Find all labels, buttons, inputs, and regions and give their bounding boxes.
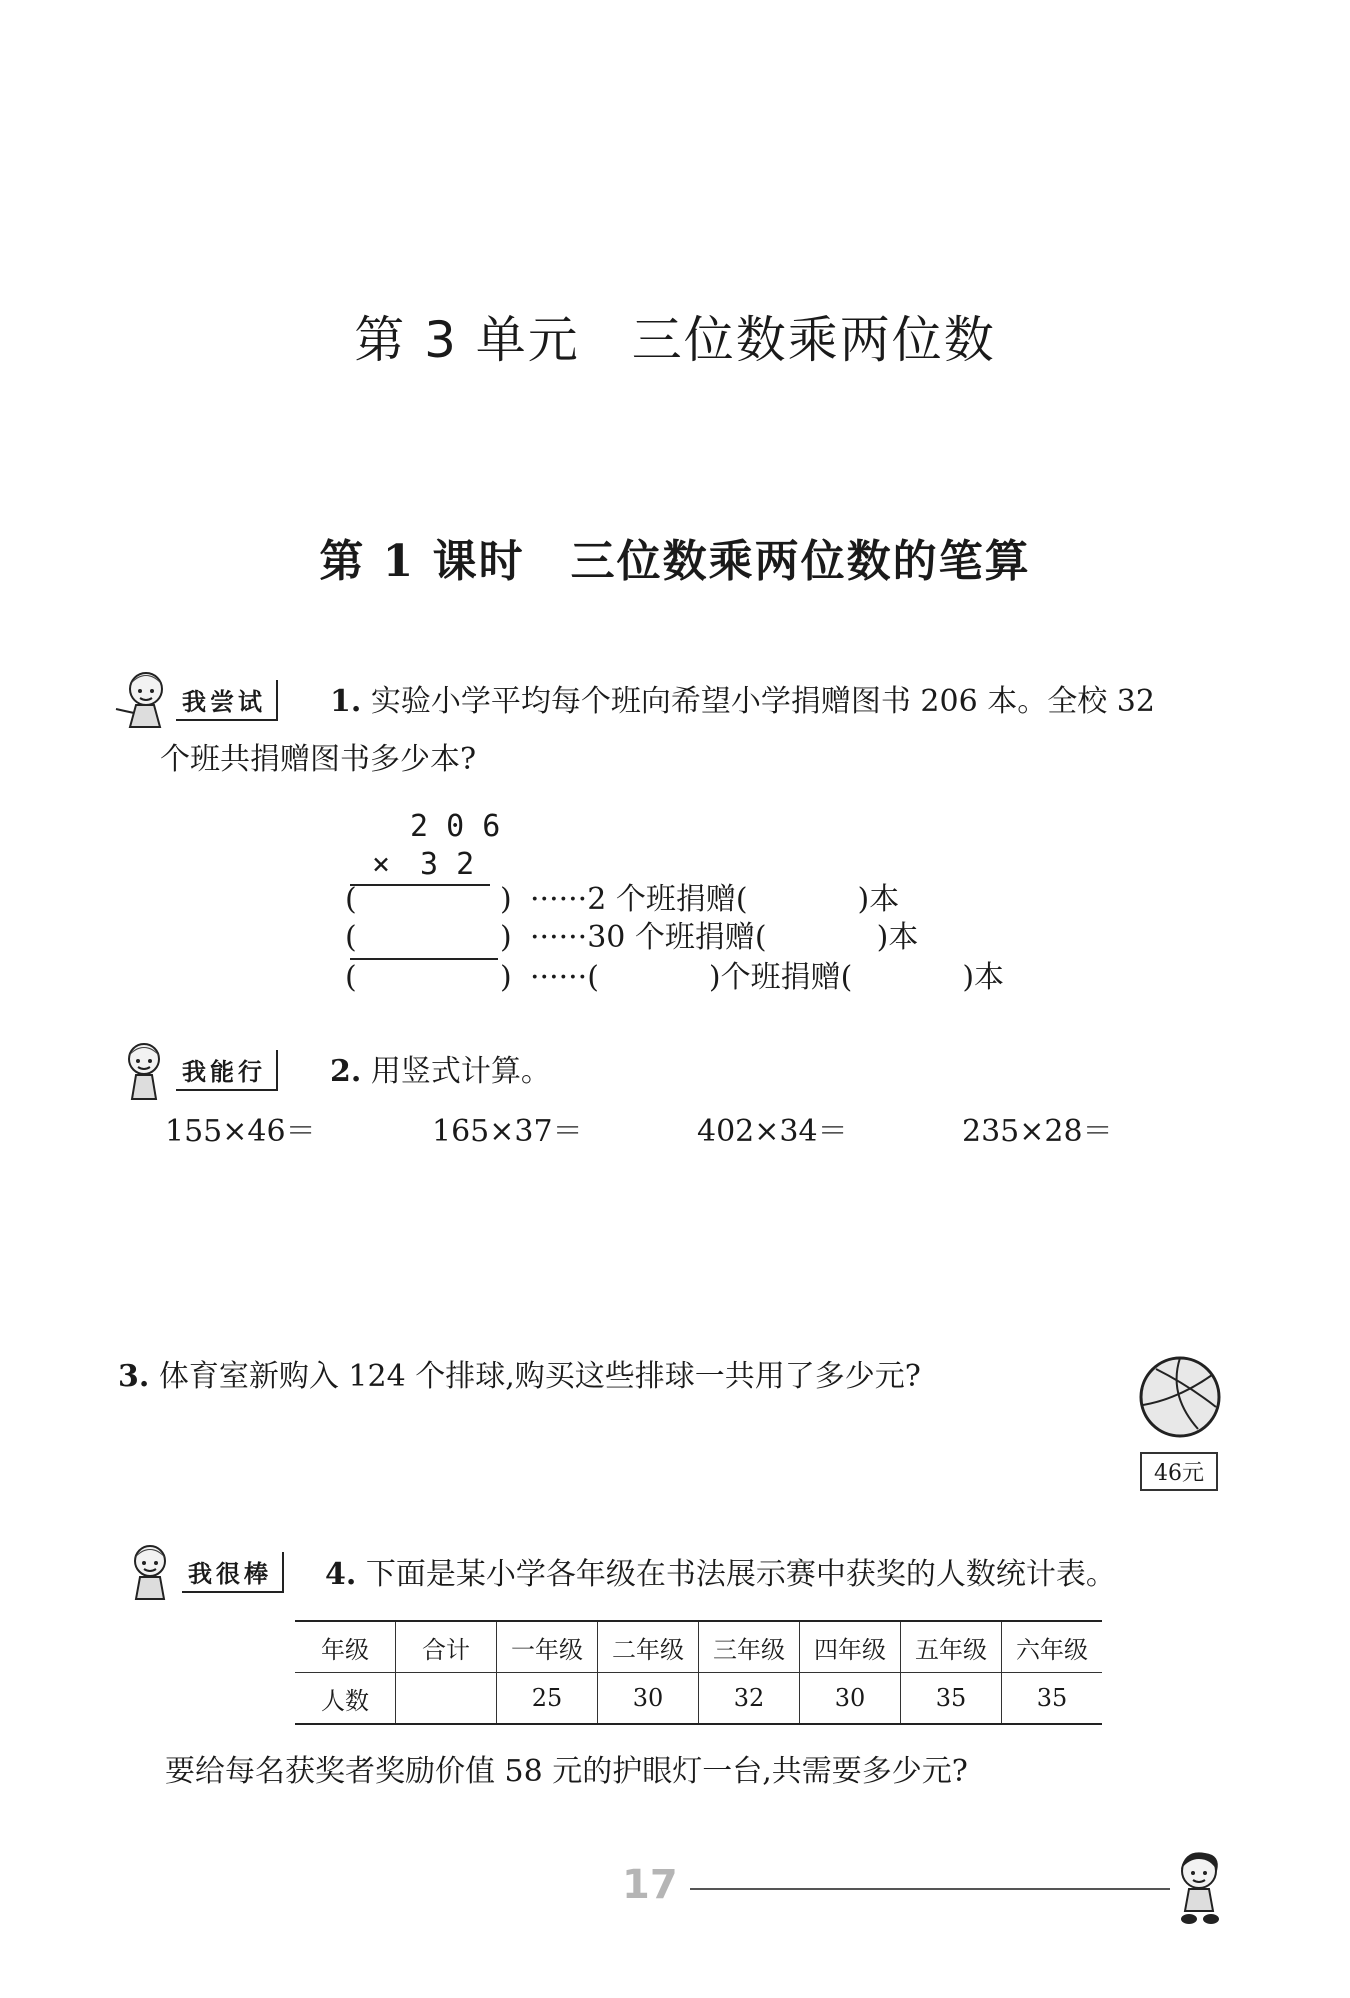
calc-row-2-note [530,916,918,960]
calc-multiplicand: 2 0 6 [410,809,501,844]
problem-4: 235×28＝ [962,1114,1113,1149]
table-header-cell: 六年级 [1002,1621,1103,1673]
table-cell: 25 [497,1673,598,1725]
table-header-cell: 三年级 [699,1621,800,1673]
badge-try [112,665,278,735]
calc-rule-line [350,884,490,886]
calc-row-2-close: ) [500,920,512,955]
table-cell: 30 [800,1673,901,1725]
note-mid: )个班捐赠( [708,960,853,995]
problem-2: 165×37＝ [432,1114,583,1149]
cartoon-girl-icon [118,1537,182,1607]
question-text: 下面是某小学各年级在书法展示赛中获奖的人数统计表。 [365,1557,1116,1592]
question-number: 3. [118,1359,150,1394]
badge-can-do [112,1035,278,1105]
award-stats-table [295,1620,1102,1725]
question-text: 实验小学平均每个班向希望小学捐赠图书 206 本。全校 32 [370,684,1155,719]
price-tag: 46元 [1140,1452,1218,1491]
page-number: 17 [622,1862,678,1908]
table-header-cell: 年级 [295,1621,396,1673]
table-cell: 人数 [295,1673,396,1725]
note-prefix: ······2 个班捐赠( [530,882,748,917]
calc-row-3-note [530,956,1004,1000]
table-row [295,1673,1102,1725]
problem-1: 155×46＝ [165,1114,316,1149]
table-cell-answer[interactable] [396,1673,497,1725]
calc-row-2-open: ( [345,920,357,955]
question-1 [330,680,1250,724]
calc-row-1-open: ( [345,882,357,917]
calc-sum-line [350,958,498,960]
note-prefix: ······( [530,960,599,995]
table-cell: 35 [901,1673,1002,1725]
question-number: 2. [330,1054,362,1089]
table-cell: 30 [598,1673,699,1725]
question-2 [330,1050,551,1094]
footer-rule [690,1888,1170,1890]
calc-row-3-close: ) [500,960,512,995]
question-3 [118,1355,1018,1399]
cartoon-boy-icon [1165,1845,1235,1930]
table-header-cell: 五年级 [901,1621,1002,1673]
question-4 [325,1553,1285,1597]
table-header-cell: 四年级 [800,1621,901,1673]
volleyball-icon [1138,1355,1222,1439]
table-header-cell: 合计 [396,1621,497,1673]
note-prefix: ······30 个班捐赠( [530,920,767,955]
problem-3: 402×34＝ [697,1114,848,1149]
question-number: 1. [330,684,362,719]
note-suffix: )本 [876,920,919,955]
question-4-followup: 要给每名获奖者奖励价值 58 元的护眼灯一台,共需要多少元? [165,1754,968,1789]
question-number: 4. [325,1557,357,1592]
table-cell: 32 [699,1673,800,1725]
unit-title: 第 3 单元 三位数乘两位数 [354,311,996,369]
lesson-title: 第 1 课时 三位数乘两位数的笔算 [319,536,1031,587]
table-cell: 35 [1002,1673,1103,1725]
question-text: 体育室新购入 124 个排球,购买这些排球一共用了多少元? [158,1359,921,1394]
table-header-cell: 二年级 [598,1621,699,1673]
badge-label: 我能行 [176,1050,278,1091]
note-suffix: )本 [857,882,900,917]
table-header-cell: 一年级 [497,1621,598,1673]
calc-row-1-close: ) [500,882,512,917]
badge-label: 我尝试 [176,680,278,721]
calc-multiplier: × 3 2 [372,847,475,882]
cartoon-girl-icon [112,665,176,735]
question-text: 用竖式计算。 [370,1054,551,1089]
cartoon-girl-icon [112,1035,176,1105]
question-1-line2: 个班共捐赠图书多少本? [160,742,477,777]
badge-label: 我很棒 [182,1552,284,1593]
table-header-row [295,1621,1102,1673]
note-suffix: )本 [962,960,1005,995]
badge-great [118,1537,284,1607]
calc-row-3-open: ( [345,960,357,995]
